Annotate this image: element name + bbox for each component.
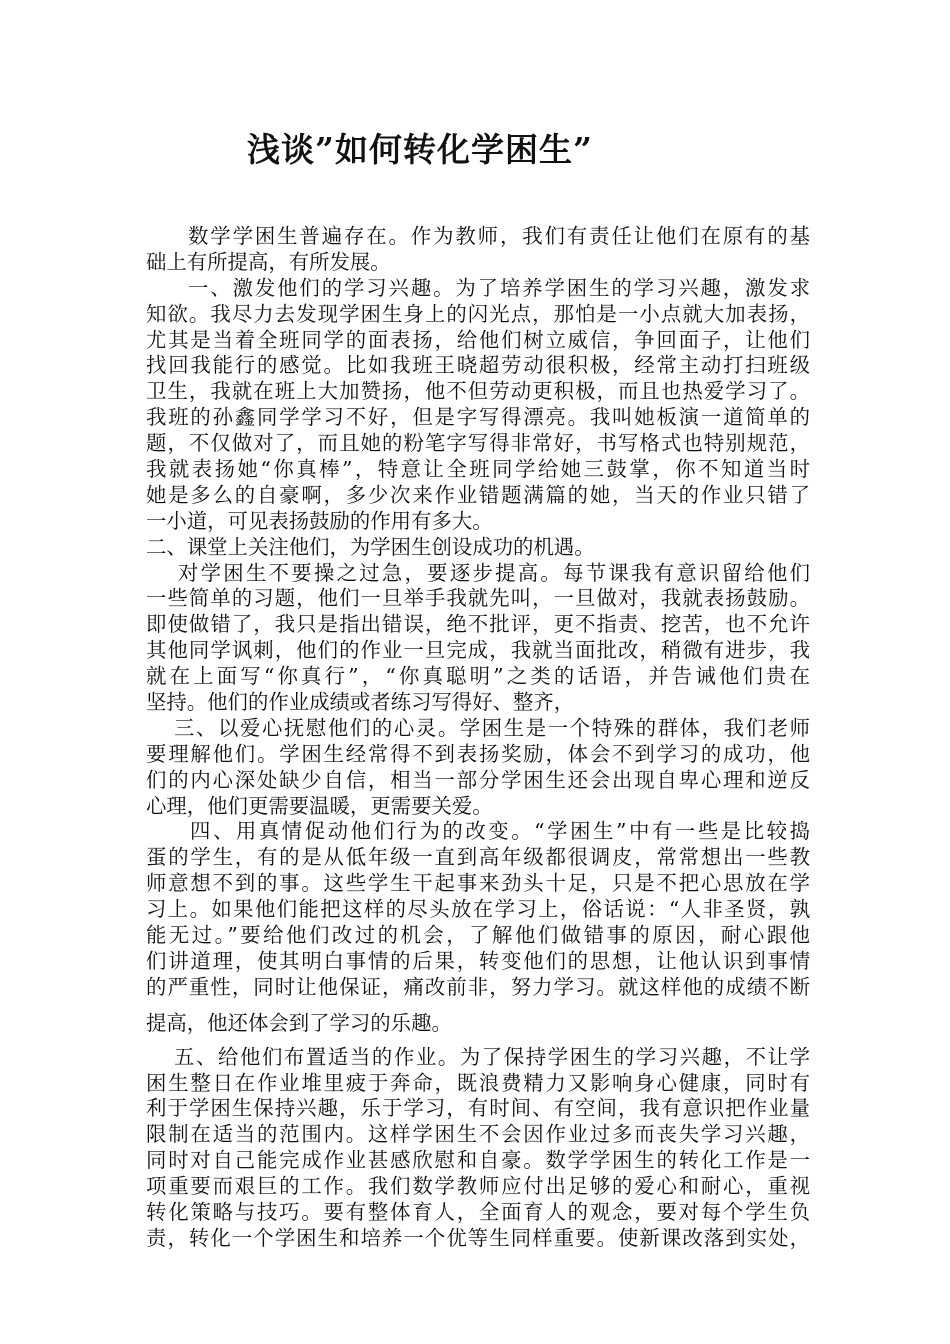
text-line: 她是多么的自豪啊，多少次来作业错题满篇的她，当天的作业只错了: [146, 482, 810, 507]
text-line: 数学学困生普遍存在。作为教师，我们有责任让他们在原有的基: [188, 224, 810, 248]
text-line: 们讲道理，使其明白事情的后果，转变他们的思想，让他认识到事情: [146, 948, 810, 973]
text-line: 能无过。”要给他们改过的机会，了解他们做错事的原因，耐心跟他: [146, 923, 810, 948]
text-line: 转化策略与技巧。要有整体育人，全面育人的观念，要对每个学生负: [146, 1199, 810, 1224]
text-line: 一些简单的习题，他们一旦举手我就先叫，一旦做对，我就表扬鼓励。: [146, 586, 810, 611]
text-line: 一小道，可见表扬鼓励的作用有多大。: [146, 508, 493, 533]
text-line: 找回我能行的感觉。比如我班王晓超劳动很积极，经常主动打扫班级: [146, 353, 810, 378]
section-heading: 二、课堂上关注他们，为学困生创设成功的机遇。: [146, 534, 595, 559]
text-line: 心理，他们更需要温暖，更需要关爱。: [146, 793, 493, 818]
text-line: 利于学困生保持兴趣，乐于学习，有时间、有空间，我有意识把作业量: [146, 1096, 810, 1121]
text-line: 同时对自己能完成作业甚感欣慰和自豪。数学学困生的转化工作是一: [146, 1148, 810, 1173]
text-line: 我班的孙鑫同学学习不好，但是字写得漂亮。我叫她板演一道简单的: [146, 405, 810, 430]
text-line: 础上有所提高，有所发展。: [146, 249, 391, 274]
text-line: 提高，他还体会到了学习的乐趣。: [146, 1010, 452, 1035]
text-line: 卫生，我就在班上大加赞扬，他不但劳动更积极，而且也热爱学习了。: [146, 379, 810, 404]
text-line: 限制在适当的范围内。这样学困生不会因作业过多而丧失学习兴趣，: [146, 1122, 810, 1147]
text-line: 的严重性，同时让他保证，痛改前非，努力学习。就这样他的成绩不断: [146, 974, 810, 999]
text-line: 就在上面写“你真行”，“你真聪明”之类的话语，并告诫他们贵在: [146, 664, 810, 689]
page-title: 浅谈”如何转化学困生”: [247, 130, 593, 169]
text-line: 对学困生不要操之过急，要逐步提高。每节课我有意识留给他们: [178, 560, 810, 585]
text-line: 其他同学讽刺，他们的作业一旦完成，我就当面批改，稍微有进步，我: [146, 638, 810, 663]
text-line: 项重要而艰巨的工作。我们数学教师应付出足够的爱心和耐心，重视: [146, 1174, 810, 1199]
text-line: 习上。如果他们能把这样的尽头放在学习上，俗话说：“人非圣贤，孰: [146, 897, 810, 922]
text-line: 即使做错了，我只是指出错误，绝不批评，更不指责、挖苦，也不允许: [146, 612, 810, 637]
text-line: 要理解他们。学困生经常得不到表扬奖励，体会不到学习的成功，他: [146, 741, 810, 766]
text-line: 知欲。我尽力去发现学困生身上的闪光点，那怕是一小点就大加表扬，: [146, 301, 810, 326]
text-line: 我就表扬她“你真棒”，特意让全班同学给她三鼓掌，你不知道当时: [146, 457, 810, 482]
text-line: 坚持。他们的作业成绩或者练习写得好、整齐，: [146, 690, 575, 715]
text-line: 三、以爱心抚慰他们的心灵。学困生是一个特殊的群体，我们老师: [174, 715, 810, 740]
text-line: 一、激发他们的学习兴趣。为了培养学困生的学习兴趣，激发求: [188, 275, 810, 300]
text-line: 蛋的学生，有的是从低年级一直到高年级都很调皮，常常想出一些教: [146, 845, 810, 870]
text-line: 五、给他们布置适当的作业。为了保持学困生的学习兴趣，不让学: [174, 1044, 810, 1069]
text-line: 题，不仅做对了，而且她的粉笔字写得非常好，书写格式也特别规范，: [146, 431, 810, 456]
text-line: 四、用真情促动他们行为的改变。“学困生”中有一些是比较捣: [190, 819, 810, 844]
text-line: 们的内心深处缺少自信，相当一部分学困生还会出现自卑心理和逆反: [146, 767, 810, 792]
text-line: 师意想不到的事。这些学生干起事来劲头十足，只是不把心思放在学: [146, 871, 810, 896]
text-line: 困生整日在作业堆里疲于奔命，既浪费精力又影响身心健康，同时有: [146, 1070, 810, 1095]
text-line: 尤其是当着全班同学的面表扬，给他们树立威信，争回面子，让他们: [146, 327, 810, 352]
document-body: [146, 224, 810, 1252]
text-line: 责，转化一个学困生和培养一个优等生同样重要。使新课改落到实处，: [146, 1225, 810, 1250]
